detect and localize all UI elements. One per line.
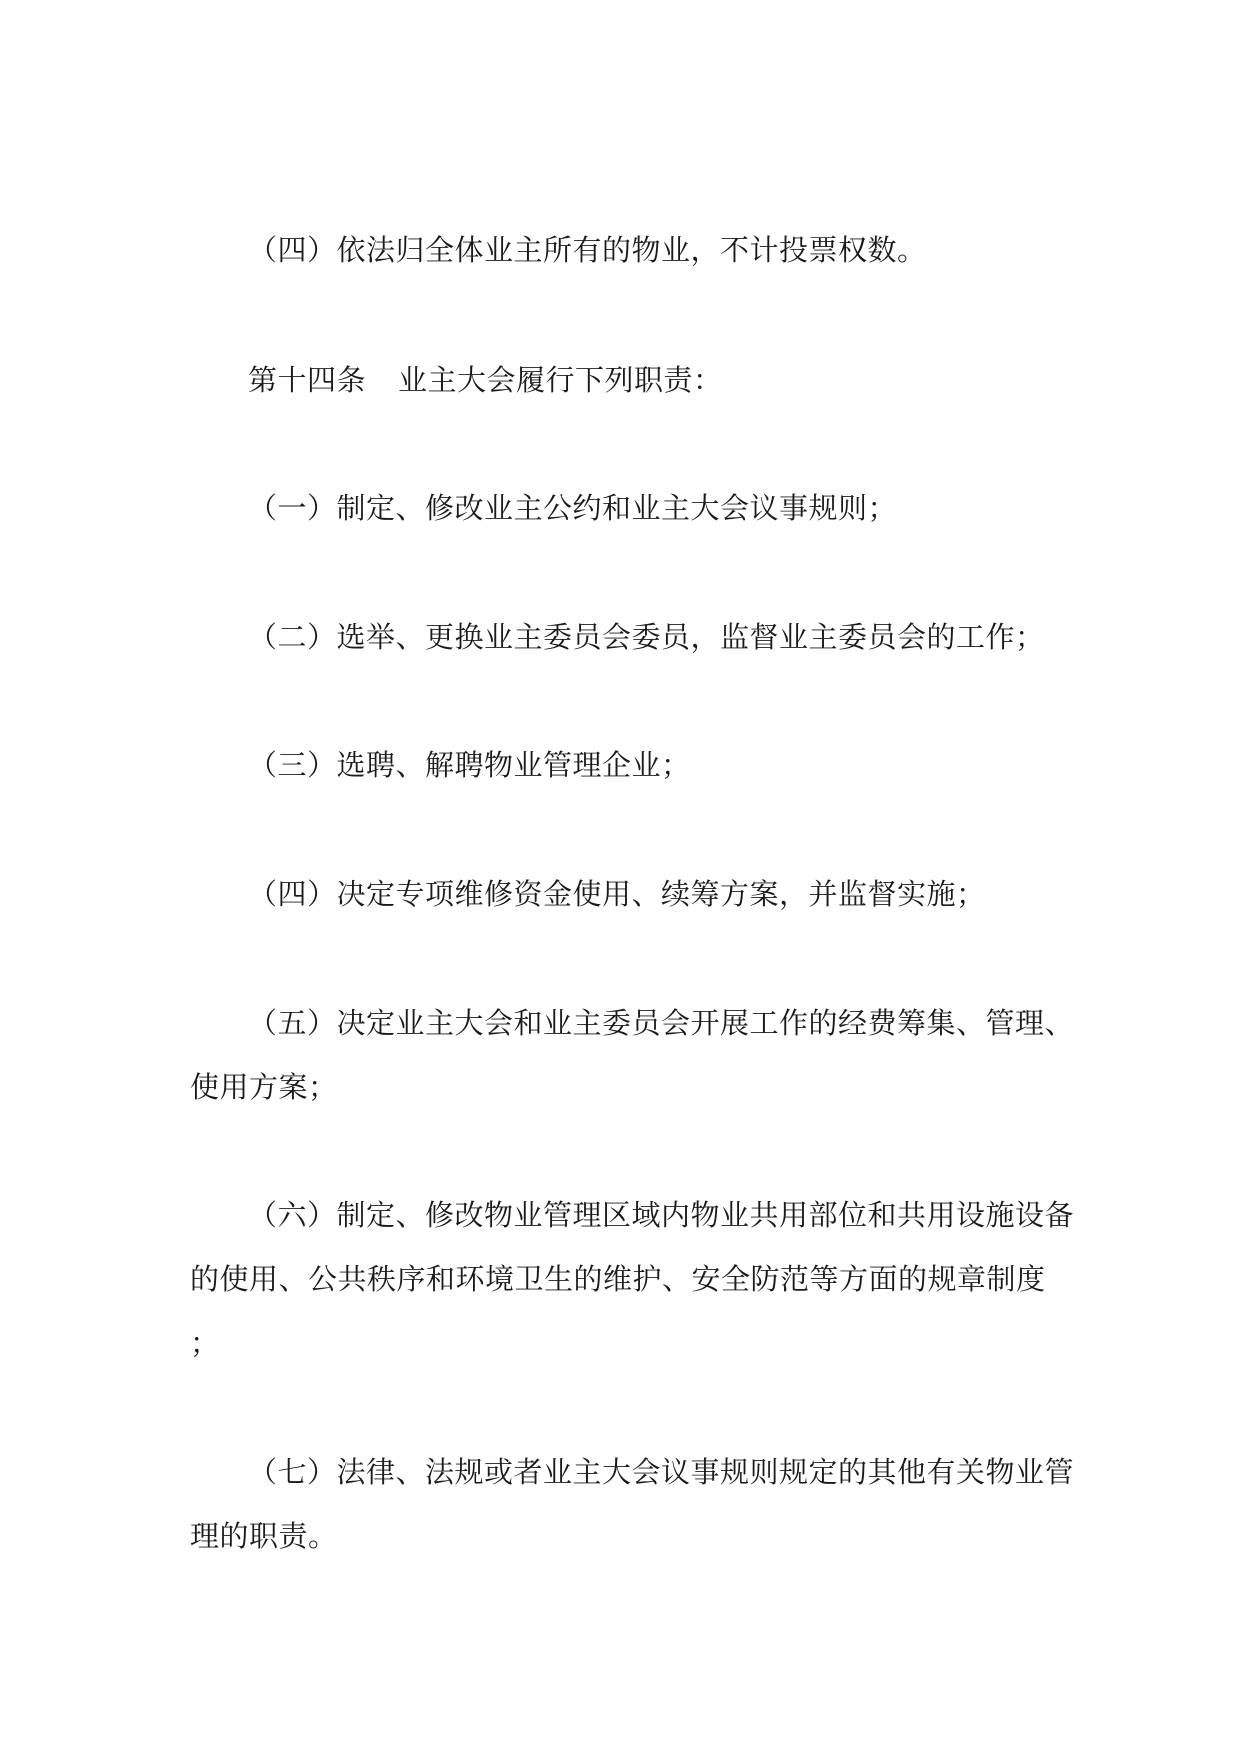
list-item-line: 使用方案；: [190, 1070, 338, 1104]
article-number: 第十四条: [248, 363, 367, 397]
list-item-line: （一）制定、修改业主公约和业主大会议事规则；: [248, 491, 898, 525]
list-item-line: 的使用、公共秩序和环境卫生的维护、安全防范等方面的规章制度: [190, 1262, 1046, 1296]
list-item-7-line-2: [190, 1518, 1070, 1554]
paragraph-voting-rights-item-4: [248, 232, 1128, 268]
list-item-line: （七）法律、法规或者业主大会议事规则规定的其他有关物业管: [248, 1455, 1075, 1489]
list-item-6-line-3: [190, 1325, 1070, 1361]
article-text: 业主大会履行下列职责：: [398, 363, 723, 397]
list-item-6-line-1: [248, 1197, 1128, 1233]
list-item-4: [248, 876, 1128, 912]
list-item-7-line-1: [248, 1454, 1128, 1490]
list-item-1: [248, 490, 1128, 526]
list-item-5-line-2: [190, 1069, 1070, 1105]
list-item-line: （五）决定业主大会和业主委员会开展工作的经费筹集、管理、: [248, 1006, 1075, 1040]
list-item-line: （四）决定专项维修资金使用、续筹方案，并监督实施；: [248, 877, 986, 911]
list-item-5-line-1: [248, 1005, 1128, 1041]
list-item-line: （六）制定、修改物业管理区域内物业共用部位和共用设施设备: [248, 1198, 1075, 1232]
list-item-6-line-2: [190, 1261, 1070, 1297]
list-item-3: [248, 747, 1128, 783]
list-item-line: 理的职责。: [190, 1519, 338, 1553]
list-item-line: （三）选聘、解聘物业管理企业；: [248, 748, 691, 782]
list-item-line: ；: [190, 1326, 220, 1360]
article-14-heading: [248, 362, 1128, 398]
list-item-line: （二）选举、更换业主委员会委员，监督业主委员会的工作；: [248, 620, 1045, 654]
list-item-2: [248, 619, 1128, 655]
paragraph-line: （四）依法归全体业主所有的物业，不计投票权数。: [248, 233, 927, 267]
